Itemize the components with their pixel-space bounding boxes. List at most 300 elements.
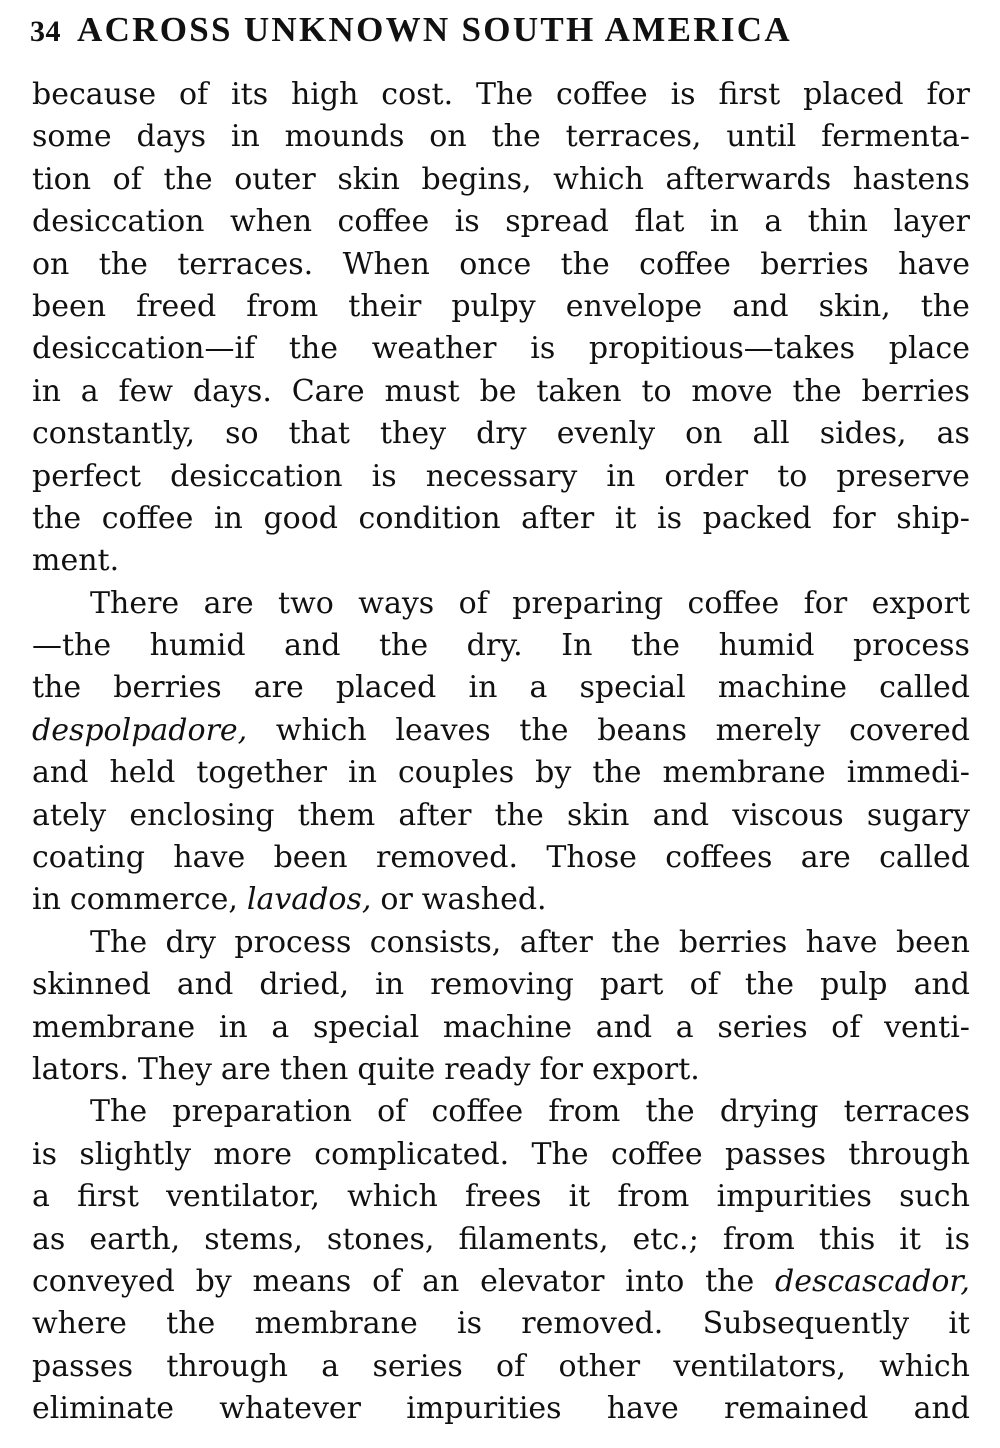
text-word: of xyxy=(496,1348,526,1384)
text-word: as xyxy=(32,1221,66,1257)
text-word: of xyxy=(179,77,209,112)
text-word: for xyxy=(539,1051,583,1087)
text-word: machine xyxy=(442,1009,573,1045)
text-word: have xyxy=(606,1391,679,1427)
text-word: some xyxy=(32,119,112,155)
text-word: covered xyxy=(849,712,970,748)
text-word: terraces. xyxy=(177,246,314,282)
text-line xyxy=(32,1303,970,1345)
text-word: desiccation xyxy=(32,204,205,240)
text-word: a xyxy=(80,373,99,409)
text-word: coffee xyxy=(101,500,194,536)
text-word: been xyxy=(32,288,107,324)
text-word: good xyxy=(263,500,338,536)
text-word: thin xyxy=(807,204,868,240)
text-word: earth, xyxy=(89,1221,181,1257)
text-word: and xyxy=(284,628,341,664)
text-word: dry xyxy=(165,924,216,960)
text-word: There xyxy=(90,585,180,621)
text-word: In xyxy=(561,628,593,664)
text-line xyxy=(32,625,970,667)
text-word: a xyxy=(675,1009,694,1045)
text-word: of xyxy=(831,1009,861,1045)
text-word: together xyxy=(196,755,327,791)
text-word: this xyxy=(818,1221,876,1257)
text-word: are xyxy=(253,670,304,706)
text-word: berries xyxy=(113,670,222,706)
text-word: first xyxy=(77,1179,139,1215)
text-word: to xyxy=(777,458,808,494)
text-word: is xyxy=(530,331,556,367)
text-word: the xyxy=(491,119,541,155)
text-word: a xyxy=(321,1348,340,1384)
text-word: called xyxy=(879,670,970,706)
text-word: berries xyxy=(760,246,869,282)
text-word: necessary xyxy=(425,458,578,494)
text-word: more xyxy=(213,1136,292,1172)
text-word: on xyxy=(32,246,70,282)
text-word: where xyxy=(32,1306,127,1342)
text-word: immedi- xyxy=(846,755,970,791)
text-word: first xyxy=(718,77,781,112)
text-word: a xyxy=(529,670,548,706)
text-line xyxy=(32,1346,970,1388)
text-word: propitious—takes xyxy=(588,331,856,367)
text-word: Subsequently xyxy=(702,1306,910,1342)
text-word: dry. xyxy=(466,628,523,664)
text-word: by xyxy=(535,755,572,791)
text-word: or xyxy=(380,882,413,918)
text-word: which xyxy=(553,161,644,197)
text-word: washed. xyxy=(421,882,547,918)
text-word: series xyxy=(717,1009,808,1045)
running-title: ACROSS UNKNOWN SOUTH AMERICA xyxy=(77,10,792,49)
text-line xyxy=(32,159,970,201)
text-word: the xyxy=(163,161,213,197)
text-word: the xyxy=(792,373,842,409)
text-word: The xyxy=(90,924,148,960)
text-word: to xyxy=(641,373,672,409)
text-word: is xyxy=(454,204,480,240)
text-word: The xyxy=(90,1094,148,1130)
text-word: in xyxy=(32,373,61,409)
text-word: in xyxy=(468,670,498,706)
text-word: impurities xyxy=(406,1391,562,1427)
text-line xyxy=(32,498,970,540)
text-word: as xyxy=(936,416,970,452)
text-word: process xyxy=(852,628,970,664)
text-word: consists, xyxy=(369,924,502,960)
text-word: pulp xyxy=(820,967,888,1003)
text-word: the xyxy=(166,1306,216,1342)
text-word: and xyxy=(595,1009,653,1045)
text-word: are xyxy=(800,840,851,876)
text-word: in xyxy=(347,755,377,791)
text-word: descascador, xyxy=(775,1263,970,1299)
text-word: They xyxy=(137,1051,212,1087)
text-word: preserve xyxy=(836,458,970,494)
text-line xyxy=(32,879,970,921)
text-line xyxy=(32,456,970,498)
text-word: slightly xyxy=(79,1136,192,1172)
text-word: terraces, xyxy=(565,119,702,155)
text-word: placed xyxy=(803,77,904,112)
text-word: taken xyxy=(536,373,622,409)
text-word: begins, xyxy=(421,161,532,197)
text-word: through xyxy=(848,1136,970,1172)
text-word: it xyxy=(568,1179,591,1215)
text-word: and xyxy=(913,1391,970,1427)
text-line xyxy=(32,964,970,1006)
text-word: then xyxy=(279,1051,349,1087)
text-word: the xyxy=(288,331,339,367)
text-word: berries xyxy=(861,373,970,409)
text-word: in xyxy=(606,458,636,494)
text-word: until xyxy=(726,119,797,155)
text-word: must xyxy=(384,373,460,409)
text-word: that xyxy=(288,416,350,452)
text-word: quite xyxy=(357,1051,436,1087)
text-word: after xyxy=(519,924,593,960)
text-word: perfect xyxy=(32,458,142,494)
text-word: because xyxy=(32,77,157,112)
text-line xyxy=(32,1176,970,1218)
text-line xyxy=(32,1007,970,1049)
text-word: ways xyxy=(358,585,435,621)
text-line xyxy=(32,371,970,413)
text-word: lavados, xyxy=(246,882,372,918)
text-word: constantly, xyxy=(32,416,195,452)
text-word: of xyxy=(689,967,719,1003)
text-word: part xyxy=(599,967,664,1003)
text-word: sugary xyxy=(866,797,970,833)
text-word: a xyxy=(271,1009,290,1045)
text-word: have xyxy=(898,246,970,282)
text-word: from xyxy=(722,1221,795,1257)
text-word: series xyxy=(372,1348,463,1384)
text-word: desiccation xyxy=(170,458,343,494)
text-word: its xyxy=(231,77,269,112)
text-word: envelope xyxy=(565,288,703,324)
text-word: spread xyxy=(505,204,609,240)
text-word: complicated. xyxy=(314,1136,510,1172)
text-word: skinned xyxy=(32,967,151,1003)
text-word: which xyxy=(347,1179,438,1215)
text-word: after xyxy=(521,500,595,536)
text-word: dry xyxy=(476,416,527,452)
text-word: and xyxy=(176,967,234,1003)
text-word: the xyxy=(32,500,82,536)
text-word: for xyxy=(926,77,970,112)
text-line xyxy=(32,837,970,879)
text-word: conveyed xyxy=(32,1263,175,1299)
text-word: Care xyxy=(291,373,365,409)
text-word: stems, xyxy=(204,1221,303,1257)
text-word: few xyxy=(118,373,174,409)
text-line xyxy=(32,1091,970,1133)
text-word: humid xyxy=(149,628,246,664)
text-word: their xyxy=(348,288,422,324)
text-word: called xyxy=(879,840,970,876)
text-word: lators. xyxy=(32,1051,129,1087)
text-word: such xyxy=(899,1179,970,1215)
text-word: removing xyxy=(430,967,574,1003)
text-word: the xyxy=(560,246,610,282)
text-word: special xyxy=(579,670,686,706)
text-word: coffee xyxy=(431,1094,524,1130)
text-word: the xyxy=(645,1094,695,1130)
text-word: move xyxy=(691,373,773,409)
text-word: coffee xyxy=(610,1136,703,1172)
text-word: desiccation—if xyxy=(32,331,256,367)
text-word: all xyxy=(752,416,790,452)
text-word: of xyxy=(112,161,142,197)
text-word: viscous xyxy=(732,797,844,833)
text-word: export xyxy=(871,585,970,621)
text-word: it xyxy=(948,1306,970,1342)
text-word: impurities xyxy=(716,1179,872,1215)
text-word: couples xyxy=(397,755,515,791)
text-word: in xyxy=(230,119,260,155)
text-word: the xyxy=(630,628,681,664)
text-line xyxy=(32,116,970,158)
text-word: filaments, xyxy=(458,1221,609,1257)
text-word: membrane xyxy=(32,1009,196,1045)
text-word: membrane xyxy=(254,1306,418,1342)
text-word: which xyxy=(275,712,367,748)
text-word: coffee xyxy=(337,204,430,240)
text-word: a xyxy=(32,1179,50,1215)
text-word: are xyxy=(203,585,254,621)
text-line xyxy=(32,752,970,794)
text-word: they xyxy=(379,416,447,452)
text-line xyxy=(32,413,970,455)
text-word: once xyxy=(459,246,532,282)
text-word: order xyxy=(664,458,749,494)
text-word: despolpadore, xyxy=(32,712,248,748)
text-line xyxy=(32,286,970,328)
text-word: is xyxy=(657,500,683,536)
text-word: skin, xyxy=(818,288,891,324)
text-word: them xyxy=(297,797,376,833)
text-word: Those xyxy=(546,840,637,876)
text-word: hastens xyxy=(852,161,970,197)
text-word: is xyxy=(670,77,696,112)
text-word: removed. xyxy=(521,1306,664,1342)
text-word: by xyxy=(195,1263,232,1299)
text-word: coffees xyxy=(665,840,773,876)
text-word: skin xyxy=(337,161,400,197)
text-word: is xyxy=(944,1221,970,1257)
text-line xyxy=(32,540,970,582)
text-word: which xyxy=(879,1348,970,1384)
text-word: when xyxy=(229,204,313,240)
text-word: machine xyxy=(717,670,848,706)
text-word: so xyxy=(225,416,259,452)
text-word: and xyxy=(913,967,970,1003)
text-word: the xyxy=(379,628,429,664)
text-word: afterwards xyxy=(665,161,832,197)
text-word: and xyxy=(652,797,710,833)
text-word: —the xyxy=(32,628,112,664)
text-word: through xyxy=(166,1348,288,1384)
text-word: means xyxy=(252,1263,352,1299)
text-word: into xyxy=(625,1263,685,1299)
text-word: is xyxy=(371,458,397,494)
text-word: elevator xyxy=(480,1263,605,1299)
text-word: on xyxy=(685,416,723,452)
text-word: been xyxy=(273,840,348,876)
text-word: on xyxy=(429,119,467,155)
text-word: The xyxy=(476,77,534,112)
text-word: the xyxy=(920,288,970,324)
text-word: fermenta- xyxy=(821,119,970,155)
text-word: the xyxy=(519,712,569,748)
text-word: for xyxy=(803,585,848,621)
text-word: outer xyxy=(234,161,316,197)
text-word: in xyxy=(213,500,243,536)
text-line xyxy=(32,710,970,752)
text-line xyxy=(32,201,970,243)
text-line xyxy=(32,667,970,709)
text-word: stones, xyxy=(326,1221,435,1257)
text-word: dried, xyxy=(259,967,350,1003)
text-word: been xyxy=(895,924,970,960)
text-word: ment. xyxy=(32,543,120,579)
text-word: of xyxy=(372,1263,402,1299)
text-word: have xyxy=(173,840,246,876)
text-word: humid xyxy=(718,628,815,664)
text-word: process xyxy=(234,924,352,960)
text-word: the xyxy=(98,246,148,282)
text-word: ventilators, xyxy=(673,1348,846,1384)
text-word: in xyxy=(218,1009,248,1045)
text-word: membrane xyxy=(662,755,826,791)
text-word: removed. xyxy=(375,840,519,876)
text-word: layer xyxy=(893,204,970,240)
text-word: export. xyxy=(591,1051,700,1087)
text-word: commerce, xyxy=(69,882,238,918)
text-word: coffee xyxy=(687,585,780,621)
text-word: in xyxy=(709,204,739,240)
text-word: The xyxy=(531,1136,589,1172)
text-word: flat xyxy=(634,204,685,240)
text-word: is xyxy=(32,1136,57,1172)
text-word: packed xyxy=(702,500,812,536)
text-word: ship- xyxy=(896,500,970,536)
text-word: for xyxy=(832,500,876,536)
text-word: ately xyxy=(32,797,107,833)
text-word: berries xyxy=(678,924,788,960)
text-word: sides, xyxy=(819,416,907,452)
body-text xyxy=(32,74,970,1431)
text-line xyxy=(32,244,970,286)
text-word: the xyxy=(611,924,661,960)
text-word: skin xyxy=(566,797,630,833)
text-word: freed xyxy=(136,288,217,324)
text-word: placed xyxy=(335,670,437,706)
text-line xyxy=(32,1388,970,1430)
text-word: When xyxy=(342,246,430,282)
text-word: is xyxy=(457,1306,482,1342)
text-word: and xyxy=(732,288,789,324)
text-word: coffee xyxy=(639,246,731,282)
text-word: weather xyxy=(371,331,497,367)
text-word: venti- xyxy=(884,1009,970,1045)
text-word: have xyxy=(805,924,878,960)
text-word: from xyxy=(246,288,319,324)
text-word: passes xyxy=(32,1348,134,1384)
text-line xyxy=(32,74,970,116)
text-line xyxy=(32,583,970,625)
text-word: coffee xyxy=(556,77,648,112)
text-word: days. xyxy=(192,373,272,409)
text-word: the xyxy=(592,755,642,791)
text-word: and xyxy=(32,755,89,791)
text-word: passes xyxy=(724,1136,826,1172)
text-line xyxy=(32,1261,970,1303)
text-line xyxy=(32,1049,970,1091)
text-word: cost. xyxy=(381,77,454,112)
text-word: the xyxy=(744,967,795,1003)
text-word: pulpy xyxy=(451,288,536,324)
text-word: days xyxy=(136,119,206,155)
text-word: it xyxy=(899,1221,921,1257)
text-word: an xyxy=(422,1263,460,1299)
text-word: remained xyxy=(724,1391,869,1427)
text-word: whatever xyxy=(219,1391,362,1427)
text-word: frees xyxy=(465,1179,542,1215)
text-word: preparing xyxy=(512,585,664,621)
text-line xyxy=(32,795,970,837)
text-word: ready xyxy=(444,1051,531,1087)
text-line xyxy=(32,1219,970,1261)
text-line xyxy=(32,1134,970,1176)
page-number: 34 xyxy=(30,15,61,48)
text-word: from xyxy=(548,1094,621,1130)
text-word: etc.; xyxy=(632,1221,699,1257)
text-word: after xyxy=(398,797,472,833)
text-word: in xyxy=(32,882,61,918)
text-word: drying xyxy=(719,1094,819,1130)
text-word: of xyxy=(377,1094,407,1130)
text-word: coating xyxy=(32,840,145,876)
text-line xyxy=(32,328,970,370)
text-word: tion xyxy=(32,161,92,197)
text-word: enclosing xyxy=(129,797,275,833)
text-word: special xyxy=(312,1009,420,1045)
text-word: preparation xyxy=(172,1094,352,1130)
text-word: mounds xyxy=(284,119,405,155)
text-word: beans xyxy=(597,712,687,748)
text-word: it xyxy=(614,500,637,536)
text-word: other xyxy=(558,1348,641,1384)
text-word: are xyxy=(220,1051,271,1087)
text-word: from xyxy=(617,1179,690,1215)
text-line xyxy=(32,922,970,964)
text-word: held xyxy=(109,755,176,791)
text-word: the xyxy=(494,797,544,833)
text-word: the xyxy=(32,670,82,706)
text-word: ventilator, xyxy=(166,1179,320,1215)
text-word: in xyxy=(375,967,405,1003)
text-word: high xyxy=(290,77,359,112)
text-word: of xyxy=(458,585,488,621)
text-word: be xyxy=(479,373,517,409)
text-word: terraces xyxy=(843,1094,970,1130)
text-word: eliminate xyxy=(32,1391,175,1427)
text-word: the xyxy=(705,1263,755,1299)
